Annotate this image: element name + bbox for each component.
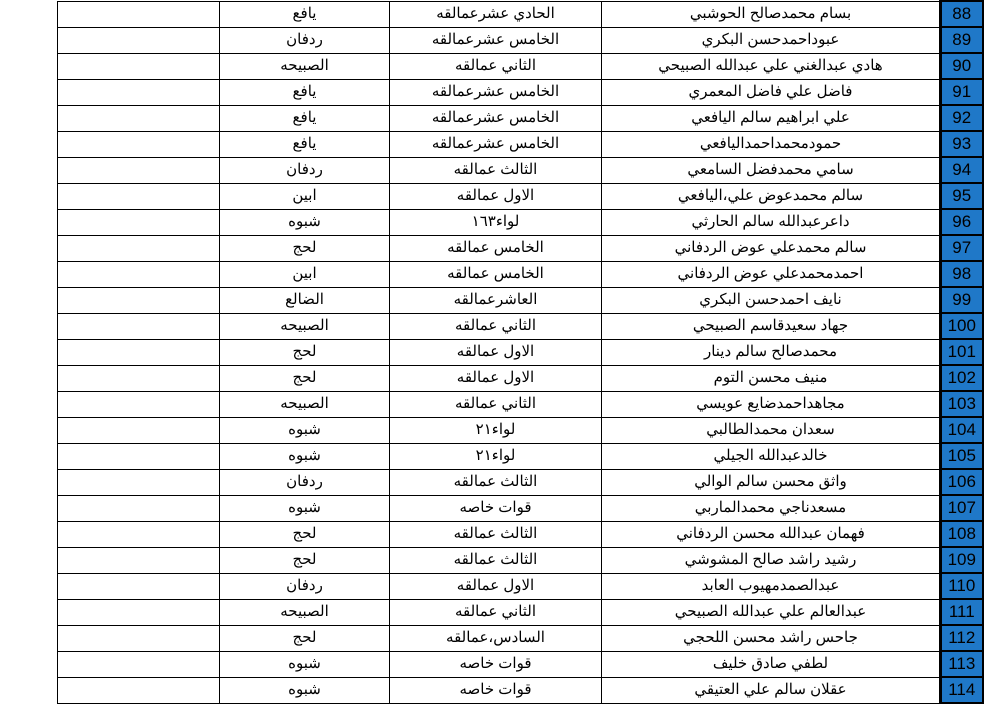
governorate-cell: لحج	[220, 339, 390, 365]
name-cell: مجاهداحمدضايع عويسي	[602, 391, 941, 417]
governorate-cell: لحج	[220, 521, 390, 547]
governorate-cell: شبوه	[220, 417, 390, 443]
row-number-cell: 108	[941, 521, 983, 547]
name-cell: خالدعبدالله الجيلي	[602, 443, 941, 469]
row-number-cell: 113	[941, 651, 983, 677]
governorate-cell: شبوه	[220, 677, 390, 703]
brigade-cell: الاول عمالقه	[390, 365, 602, 391]
table-row	[58, 599, 983, 625]
brigade-cell: الخامس عشرعمالقه	[390, 27, 602, 53]
governorate-cell: ردفان	[220, 157, 390, 183]
name-cell: سامي محمدفضل السامعي	[602, 157, 941, 183]
empty-cell	[58, 651, 220, 677]
brigade-cell: الاول عمالقه	[390, 183, 602, 209]
empty-cell	[58, 339, 220, 365]
row-number-cell: 92	[941, 105, 983, 131]
governorate-cell: شبوه	[220, 443, 390, 469]
governorate-cell: يافع	[220, 105, 390, 131]
brigade-cell: الثالث عمالقه	[390, 469, 602, 495]
table-row	[58, 417, 983, 443]
table-row	[58, 443, 983, 469]
governorate-cell: الصبيحه	[220, 313, 390, 339]
row-number-cell: 91	[941, 79, 983, 105]
empty-cell	[58, 53, 220, 79]
row-number-cell: 107	[941, 495, 983, 521]
empty-cell	[58, 235, 220, 261]
brigade-cell: لواء١٦٣	[390, 209, 602, 235]
governorate-cell: شبوه	[220, 651, 390, 677]
empty-cell	[58, 209, 220, 235]
table-row	[58, 1, 983, 27]
name-cell: عقلان سالم علي العتيقي	[602, 677, 941, 703]
empty-cell	[58, 495, 220, 521]
row-number-cell: 111	[941, 599, 983, 625]
empty-cell	[58, 131, 220, 157]
name-cell: واثق محسن سالم الوالي	[602, 469, 941, 495]
row-number-cell: 114	[941, 677, 983, 703]
row-number-cell: 90	[941, 53, 983, 79]
row-number-cell: 102	[941, 365, 983, 391]
name-cell: رشيد راشد صالح المشوشي	[602, 547, 941, 573]
row-number-cell: 112	[941, 625, 983, 651]
records-table	[57, 0, 984, 704]
empty-cell	[58, 547, 220, 573]
empty-cell	[58, 157, 220, 183]
table-row	[58, 625, 983, 651]
name-cell: هادي عبدالغني علي عبدالله الصبيحي	[602, 53, 941, 79]
table-row	[58, 27, 983, 53]
table-row	[58, 261, 983, 287]
governorate-cell: شبوه	[220, 209, 390, 235]
governorate-cell: ابين	[220, 261, 390, 287]
empty-cell	[58, 105, 220, 131]
table-row	[58, 209, 983, 235]
row-number-cell: 105	[941, 443, 983, 469]
empty-cell	[58, 287, 220, 313]
row-number-cell: 93	[941, 131, 983, 157]
governorate-cell: الصبيحه	[220, 599, 390, 625]
name-cell: جاحس راشد محسن اللحجي	[602, 625, 941, 651]
name-cell: بسام محمدصالح الحوشبي	[602, 1, 941, 27]
row-number-cell: 99	[941, 287, 983, 313]
name-cell: عبوداحمدحسن البكري	[602, 27, 941, 53]
table-row	[58, 651, 983, 677]
empty-cell	[58, 417, 220, 443]
empty-cell	[58, 27, 220, 53]
table-row	[58, 573, 983, 599]
name-cell: حمودمحمداحمداليافعي	[602, 131, 941, 157]
governorate-cell: الضالع	[220, 287, 390, 313]
name-cell: عبدالعالم علي عبدالله الصبيحي	[602, 599, 941, 625]
table-row	[58, 235, 983, 261]
governorate-cell: لحج	[220, 235, 390, 261]
name-cell: سالم محمدعلي عوض الردفاني	[602, 235, 941, 261]
empty-cell	[58, 625, 220, 651]
table-row	[58, 469, 983, 495]
brigade-cell: العاشرعمالقه	[390, 287, 602, 313]
name-cell: محمدصالح سالم دينار	[602, 339, 941, 365]
empty-cell	[58, 469, 220, 495]
brigade-cell: الخامس عشرعمالقه	[390, 105, 602, 131]
brigade-cell: الثالث عمالقه	[390, 547, 602, 573]
name-cell: فاضل علي فاضل المعمري	[602, 79, 941, 105]
row-number-cell: 89	[941, 27, 983, 53]
governorate-cell: الصبيحه	[220, 391, 390, 417]
empty-cell	[58, 677, 220, 703]
empty-cell	[58, 573, 220, 599]
table-row	[58, 313, 983, 339]
brigade-cell: الثاني عمالقه	[390, 313, 602, 339]
table-row	[58, 53, 983, 79]
row-number-cell: 104	[941, 417, 983, 443]
row-number-cell: 100	[941, 313, 983, 339]
table-row	[58, 287, 983, 313]
name-cell: جهاد سعيدقاسم الصبيحي	[602, 313, 941, 339]
governorate-cell: شبوه	[220, 495, 390, 521]
row-number-cell: 95	[941, 183, 983, 209]
brigade-cell: الخامس عمالقه	[390, 261, 602, 287]
governorate-cell: لحج	[220, 625, 390, 651]
records-table-body	[58, 1, 983, 703]
name-cell: فهمان عبدالله محسن الردفاني	[602, 521, 941, 547]
table-row	[58, 105, 983, 131]
brigade-cell: الثالث عمالقه	[390, 157, 602, 183]
empty-cell	[58, 391, 220, 417]
name-cell: سعدان محمدالطالبي	[602, 417, 941, 443]
name-cell: عبدالصمدمهيوب العابد	[602, 573, 941, 599]
name-cell: نايف احمدحسن البكري	[602, 287, 941, 313]
empty-cell	[58, 261, 220, 287]
name-cell: منيف محسن التوم	[602, 365, 941, 391]
table-row	[58, 365, 983, 391]
brigade-cell: قوات خاصه	[390, 495, 602, 521]
brigade-cell: الحادي عشرعمالقه	[390, 1, 602, 27]
row-number-cell: 110	[941, 573, 983, 599]
empty-cell	[58, 313, 220, 339]
table-row	[58, 79, 983, 105]
brigade-cell: قوات خاصه	[390, 651, 602, 677]
table-row	[58, 677, 983, 703]
table-row	[58, 495, 983, 521]
empty-cell	[58, 183, 220, 209]
brigade-cell: الخامس عشرعمالقه	[390, 131, 602, 157]
governorate-cell: ردفان	[220, 27, 390, 53]
table-row	[58, 131, 983, 157]
row-number-cell: 96	[941, 209, 983, 235]
brigade-cell: الثاني عمالقه	[390, 53, 602, 79]
brigade-cell: الاول عمالقه	[390, 573, 602, 599]
table-row	[58, 547, 983, 573]
brigade-cell: الثالث عمالقه	[390, 521, 602, 547]
governorate-cell: ابين	[220, 183, 390, 209]
governorate-cell: يافع	[220, 131, 390, 157]
name-cell: احمدمحمدعلي عوض الردفاني	[602, 261, 941, 287]
row-number-cell: 97	[941, 235, 983, 261]
empty-cell	[58, 443, 220, 469]
brigade-cell: الثاني عمالقه	[390, 391, 602, 417]
brigade-cell: الاول عمالقه	[390, 339, 602, 365]
governorate-cell: ردفان	[220, 469, 390, 495]
table-row	[58, 183, 983, 209]
name-cell: مسعدناجي محمدالماربي	[602, 495, 941, 521]
row-number-cell: 106	[941, 469, 983, 495]
governorate-cell: لحج	[220, 547, 390, 573]
governorate-cell: الصبيحه	[220, 53, 390, 79]
brigade-cell: الثاني عمالقه	[390, 599, 602, 625]
row-number-cell: 94	[941, 157, 983, 183]
empty-cell	[58, 79, 220, 105]
governorate-cell: يافع	[220, 1, 390, 27]
governorate-cell: ردفان	[220, 573, 390, 599]
table-row	[58, 339, 983, 365]
table-row	[58, 157, 983, 183]
brigade-cell: قوات خاصه	[390, 677, 602, 703]
row-number-cell: 88	[941, 1, 983, 27]
table-row	[58, 391, 983, 417]
empty-cell	[58, 521, 220, 547]
row-number-cell: 103	[941, 391, 983, 417]
name-cell: علي ابراهيم سالم اليافعي	[602, 105, 941, 131]
brigade-cell: لواء٢١	[390, 417, 602, 443]
name-cell: داعرعبدالله سالم الحارثي	[602, 209, 941, 235]
governorate-cell: يافع	[220, 79, 390, 105]
row-number-cell: 101	[941, 339, 983, 365]
governorate-cell: لحج	[220, 365, 390, 391]
table-row	[58, 521, 983, 547]
empty-cell	[58, 599, 220, 625]
brigade-cell: السادس،عمالقه	[390, 625, 602, 651]
name-cell: لطفي صادق خليف	[602, 651, 941, 677]
row-number-cell: 109	[941, 547, 983, 573]
empty-cell	[58, 1, 220, 27]
brigade-cell: الخامس عمالقه	[390, 235, 602, 261]
name-cell: سالم محمدعوض علي،اليافعي	[602, 183, 941, 209]
row-number-cell: 98	[941, 261, 983, 287]
empty-cell	[58, 365, 220, 391]
brigade-cell: الخامس عشرعمالقه	[390, 79, 602, 105]
brigade-cell: لواء٢١	[390, 443, 602, 469]
